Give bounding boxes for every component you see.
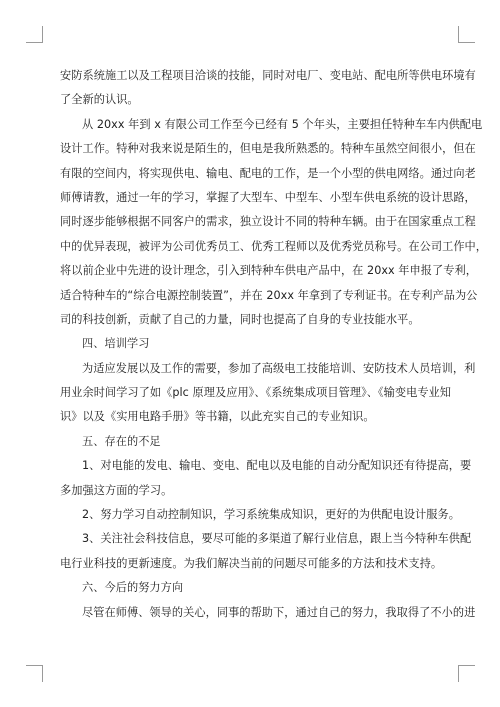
text-line: 司的科技创新，贡献了自己的力量，同时也提高了自身的专业技能水平。 bbox=[60, 312, 420, 326]
text-line: 电行业科技的更新速度。为我们解决当前的问题尽可能多的方法和技术支持。 bbox=[60, 556, 443, 570]
text-line: 中的优异表现，被评为公司优秀员工、优秀工程师以及优秀党员称号。在公司工作中， bbox=[60, 239, 488, 253]
text-line: 尽管在师傅、领导的关心，同事的帮助下，通过自己的努力，我取得了不小的进 bbox=[82, 605, 476, 619]
text-line: 识》以及《实用电路手册》等书籍，以此充实自己的专业知识。 bbox=[60, 410, 375, 424]
text-line: 1、对电能的发电、输电、变电、配电以及电能的自动分配知识还有待提高，要 bbox=[82, 459, 472, 473]
text-line: 五、存在的不足 bbox=[82, 434, 161, 448]
text-line: 设计工作。特种对我来说是陌生的，但电是我所熟悉的。特种车虽然空间很小，但在 bbox=[60, 142, 476, 156]
crop-mark-bottom-right bbox=[458, 665, 475, 682]
text-line: 六、今后的努力方向 bbox=[82, 581, 184, 595]
text-line: 从 20xx 年到 x 有限公司工作至今已经有 5 个年头，主要担任特种车车内供配电 bbox=[82, 117, 483, 131]
crop-mark-bottom-left bbox=[26, 665, 43, 682]
document-body bbox=[60, 64, 488, 625]
text-line: 3、关注社会科技信息，要尽可能的多渠道了解行业信息，跟上当今特种车供配 bbox=[82, 532, 472, 546]
text-line: 了全新的认识。 bbox=[60, 93, 139, 107]
text-line: 为适应发展以及工作的需要，参加了高级电工技能培训、安防技术人员培训，利 bbox=[82, 361, 476, 375]
text-line: 多加强这方面的学习。 bbox=[60, 483, 173, 497]
text-line: 将以前企业中先进的设计理念，引入到特种车供电产品中，在 20xx 年申报了专利， bbox=[60, 264, 477, 278]
text-line: 用业余时间学习了如《plc 原理及应用》、《系统集成项目管理》、《输变电专业知 bbox=[60, 386, 452, 400]
text-line: 安防系统施工以及工程项目洽谈的技能，同时对电厂、变电站、配电所等供电环境有 bbox=[60, 69, 476, 82]
text-line: 有限的空间内，将实现供电、输电、配电的工作，是一个小型的供电网络。通过向老 bbox=[60, 166, 476, 180]
crop-mark-top-right bbox=[458, 26, 475, 43]
crop-mark-top-left bbox=[26, 26, 43, 43]
text-line: 适合特种车的“综合电源控制装置”，并在 20xx 年拿到了专利证书。在专利产品为公 bbox=[60, 288, 478, 302]
text-line: 2、努力学习自动控制知识，学习系统集成知识，更好的为供配电设计服务。 bbox=[82, 508, 461, 522]
text-line: 四、培训学习 bbox=[82, 337, 150, 351]
text-line: 师傅请教，通过一年的学习，掌握了大型车、中型车、小型车供电系统的设计思路， bbox=[60, 190, 476, 204]
text-line: 同时逐步能够根据不同客户的需求，独立设计不同的特种车辆。由于在国家重点工程 bbox=[60, 215, 476, 229]
